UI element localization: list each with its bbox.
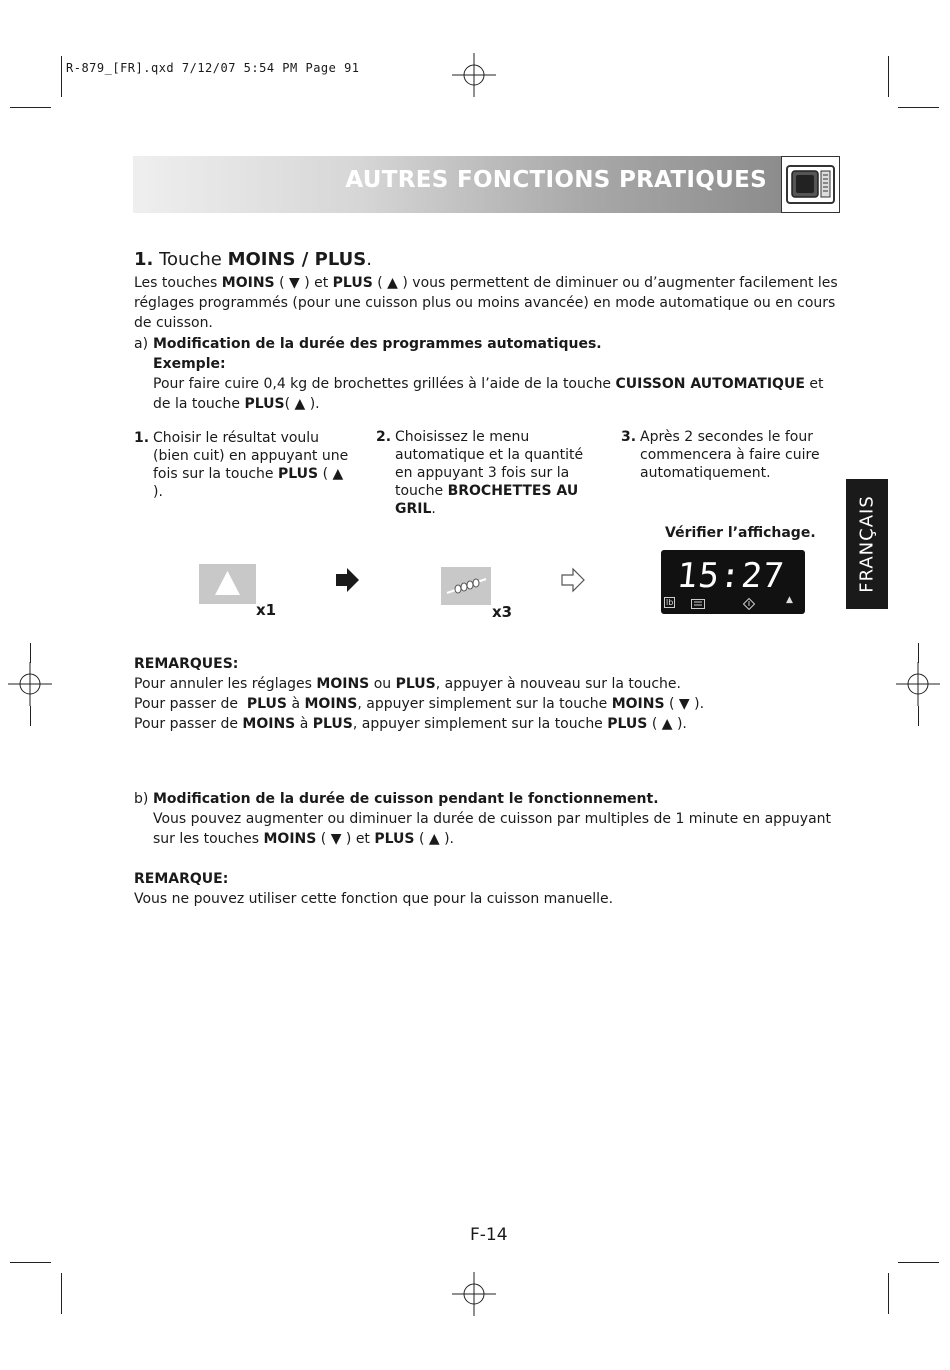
- step-number: 2.: [376, 429, 392, 445]
- crop-mark: [918, 643, 919, 663]
- plus-key-icon: [199, 564, 256, 604]
- registration-mark-icon: [452, 53, 496, 97]
- crop-mark: [898, 107, 939, 108]
- arrow-right-filled-icon: [334, 567, 360, 593]
- page-number: F-14: [470, 1225, 508, 1245]
- crop-mark: [61, 56, 62, 97]
- step-number: 3.: [621, 429, 637, 445]
- registration-mark-icon: [8, 662, 52, 706]
- microwave-oven-icon: [782, 157, 839, 212]
- registration-mark-icon: [452, 1272, 496, 1316]
- step-number: 1.: [134, 430, 150, 446]
- verify-display-label: Vérifier l’affichage.: [665, 525, 816, 541]
- remark-line: Pour annuler les réglages MOINS ou PLUS, appuyer à nouveau sur la touche.: [134, 676, 681, 692]
- press-count-1: x1: [256, 601, 277, 619]
- crop-mark: [10, 1262, 51, 1263]
- language-tab-label: FRANÇAIS: [856, 495, 878, 593]
- crop-mark: [918, 706, 919, 726]
- skewer-grill-key-icon: [441, 567, 491, 605]
- step-1: 1. Choisir le résultat voulu (bien cuit) en appuyant une fois sur la touche PLUS ( ▲ ).: [134, 430, 349, 500]
- crop-mark: [888, 1273, 889, 1314]
- subsection-b-text: Vous pouvez augmenter ou diminuer la durée de cuisson par multiples de 1 minute en appuyant sur les touches MOINS ( ▼ ) et PLUS ( ▲ ).: [153, 811, 832, 847]
- intro-paragraph: Les touches MOINS ( ▼ ) et PLUS ( ▲ ) vous permettent de diminuer ou d’augmenter facilement les réglages programmés (pour une cuisson plus ou moins avancée) en mode automatique ou en cours de cuisson.: [134, 275, 838, 331]
- section-number: 1.: [134, 249, 154, 270]
- display-time: 15:27: [674, 556, 787, 596]
- heading-bold: MOINS / PLUS: [227, 249, 367, 270]
- language-tab: [846, 479, 888, 609]
- section-heading: [134, 249, 372, 270]
- crop-mark: [61, 1273, 62, 1314]
- subsection-b-letter: b): [134, 791, 149, 807]
- display-up-arrow: ▲: [786, 595, 793, 605]
- step-2: 2. Choisissez le menu automatique et la quantité en appuyant 3 fois sur la touche BROCHETTES AU GRIL.: [376, 429, 584, 517]
- press-count-3: x3: [492, 603, 513, 621]
- banner-icon-box: [781, 156, 840, 213]
- subsection-b-title: Modification de la durée de cuisson pendant le fonctionnement.: [153, 791, 659, 807]
- registration-mark-icon: [896, 662, 940, 706]
- remark-title: REMARQUE:: [134, 871, 229, 887]
- heading-text: Touche: [159, 249, 228, 270]
- example-text: Pour faire cuire 0,4 kg de brochettes grillées à l’aide de la touche CUISSON AUTOMATIQUE et de la touche PLUS( ▲ ).: [153, 376, 824, 412]
- remark-line: Pour passer de MOINS à PLUS, appuyer simplement sur la touche PLUS ( ▲ ).: [134, 716, 687, 732]
- crop-mark: [30, 706, 31, 726]
- remarks-title: REMARQUES:: [134, 656, 239, 672]
- page-title: AUTRES FONCTIONS PRATIQUES: [345, 167, 767, 193]
- oven-display: [661, 550, 805, 614]
- print-slug: R-879_[FR].qxd 7/12/07 5:54 PM Page 91: [66, 61, 360, 75]
- heading-suffix: .: [366, 249, 372, 270]
- subsection-a-letter: a): [134, 336, 149, 352]
- crop-mark: [898, 1262, 939, 1263]
- display-sensor-icon: [743, 598, 755, 610]
- remark-line: Pour passer de PLUS à MOINS, appuyer simplement sur la touche MOINS ( ▼ ).: [134, 696, 705, 712]
- crop-mark: [10, 107, 51, 108]
- display-indicator: lb: [666, 598, 674, 607]
- remark-text: Vous ne pouvez utiliser cette fonction que pour la cuisson manuelle.: [134, 891, 614, 907]
- section-banner: [133, 156, 783, 213]
- arrow-right-outline-icon: [560, 567, 586, 593]
- crop-mark: [30, 643, 31, 663]
- display-grill-icon: [691, 599, 705, 609]
- subsection-a-title: Modification de la durée des programmes automatiques.: [153, 336, 602, 352]
- step-3: 3. Après 2 secondes le four commencera à faire cuire automatiquement.: [621, 429, 820, 481]
- crop-mark: [888, 56, 889, 97]
- example-label: Exemple:: [153, 356, 226, 372]
